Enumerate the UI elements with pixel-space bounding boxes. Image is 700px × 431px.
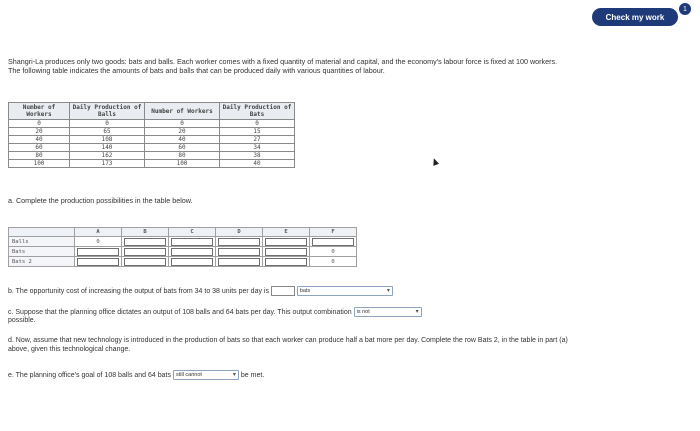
balls-f-cell[interactable] [310, 237, 357, 247]
col-header-bats: Daily Production of Bats [220, 103, 295, 120]
table-row [9, 120, 295, 128]
pp-col-c: C [169, 228, 216, 237]
row-label-balls: Balls [9, 237, 75, 247]
bats-a-cell[interactable] [75, 247, 122, 257]
row-label-bats2: Bats 2 [9, 257, 75, 267]
balls-f-input[interactable] [312, 238, 354, 246]
cell: 162 [70, 152, 145, 160]
bats2-b-cell[interactable] [122, 257, 169, 267]
opportunity-cost-unit-select[interactable] [297, 286, 393, 296]
bats-d-input[interactable] [218, 248, 260, 256]
pp-col-d: D [216, 228, 263, 237]
bats2-a-cell[interactable] [75, 257, 122, 267]
bats-a-input[interactable] [77, 248, 119, 256]
pp-row-balls [9, 237, 357, 247]
bats2-e-input[interactable] [265, 258, 307, 266]
mouse-cursor-icon [431, 157, 439, 166]
cell: 60 [145, 144, 220, 152]
part-c-question [8, 307, 588, 326]
cell: 173 [70, 160, 145, 168]
pp-col-f: F [310, 228, 357, 237]
cell: 65 [70, 128, 145, 136]
pp-header-row [9, 228, 357, 237]
production-data-table [8, 102, 295, 168]
bats2-c-cell[interactable] [169, 257, 216, 267]
bats2-c-input[interactable] [171, 258, 213, 266]
balls-b-cell[interactable] [122, 237, 169, 247]
cell: 100 [145, 160, 220, 168]
possible-select[interactable] [354, 307, 422, 317]
cell: 20 [145, 128, 220, 136]
cell: 40 [220, 160, 295, 168]
opportunity-cost-input[interactable] [271, 286, 295, 296]
pp-row-bats [9, 247, 357, 257]
chevron-down-icon: ▾ [415, 308, 419, 315]
part-d-question: d. Now, assume that new technology is introduced in the production of bats so that each worker can produce half a bat more per day. Complete the row Bats 2, in the table in part (a) above, given this technological change. [8, 337, 568, 353]
balls-d-cell[interactable] [216, 237, 263, 247]
balls-b-input[interactable] [124, 238, 166, 246]
part-e-question [8, 370, 264, 380]
cell: 108 [70, 136, 145, 144]
cell: 27 [220, 136, 295, 144]
bats-d-cell[interactable] [216, 247, 263, 257]
bats-b-input[interactable] [124, 248, 166, 256]
cell: 40 [145, 136, 220, 144]
notification-badge: 1 [679, 3, 691, 15]
part-b-text: b. The opportunity cost of increasing the output of bats from 34 to 38 units per day is [8, 287, 269, 295]
part-c-text: c. Suppose that the planning office dictates an output of 108 balls and 64 bats per day. This output combination [8, 308, 352, 316]
cell: 15 [220, 128, 295, 136]
chevron-down-icon: ▾ [386, 287, 390, 294]
cell: 0 [145, 120, 220, 128]
part-a-question: a. Complete the production possibilities in the table below. [8, 196, 193, 205]
cell: 80 [9, 152, 70, 160]
table-row [9, 136, 295, 144]
col-header-balls: Daily Production of Balls [70, 103, 145, 120]
row-label-bats: Bats [9, 247, 75, 257]
cell: 38 [220, 152, 295, 160]
bats2-a-input[interactable] [77, 258, 119, 266]
balls-c-cell[interactable] [169, 237, 216, 247]
col-header-workers-balls: Number of Workers [9, 103, 70, 120]
part-e-text: e. The planning office's goal of 108 balls and 64 bats [8, 371, 171, 379]
bats2-f-value: 0 [310, 257, 357, 267]
bats2-d-input[interactable] [218, 258, 260, 266]
bats2-d-cell[interactable] [216, 257, 263, 267]
cell: 100 [9, 160, 70, 168]
pp-col-a: A [75, 228, 122, 237]
col-header-workers-bats: Number of Workers [145, 103, 220, 120]
part-c-tail: possible. [8, 317, 36, 325]
bats-c-cell[interactable] [169, 247, 216, 257]
unit-select-value: bats [299, 287, 311, 294]
pp-col-e: E [263, 228, 310, 237]
cell: 140 [70, 144, 145, 152]
table-row [9, 152, 295, 160]
pp-col-b: B [122, 228, 169, 237]
problem-intro: Shangri-La produces only two goods: bats and balls. Each worker comes with a fixed quantity of material and capital, and the economy's labour force is fixed at 100 workers. The following table indicates the amounts of bats and balls that can be produced daily with various quantities of labour. [8, 57, 558, 75]
cell: 34 [220, 144, 295, 152]
balls-e-cell[interactable] [263, 237, 310, 247]
bats-b-cell[interactable] [122, 247, 169, 257]
balls-a-value: 0 [75, 237, 122, 247]
check-my-work-button[interactable]: Check my work [592, 8, 678, 26]
table-header-row [9, 103, 295, 120]
balls-e-input[interactable] [265, 238, 307, 246]
cell: 0 [70, 120, 145, 128]
table-row [9, 144, 295, 152]
chevron-down-icon: ▾ [232, 371, 236, 378]
cell: 40 [9, 136, 70, 144]
bats2-b-input[interactable] [124, 258, 166, 266]
table-row [9, 160, 295, 168]
cell: 0 [220, 120, 295, 128]
cell: 20 [9, 128, 70, 136]
goal-select-value: still cannot [175, 371, 202, 378]
cell: 0 [9, 120, 70, 128]
bats2-e-cell[interactable] [263, 257, 310, 267]
bats-c-input[interactable] [171, 248, 213, 256]
balls-d-input[interactable] [218, 238, 260, 246]
part-e-tail: be met. [240, 371, 265, 379]
production-possibilities-table [8, 227, 357, 267]
pp-corner [9, 228, 75, 237]
balls-c-input[interactable] [171, 238, 213, 246]
bats-f-value: 0 [310, 247, 357, 257]
goal-select[interactable] [173, 370, 239, 380]
pp-row-bats2 [9, 257, 357, 267]
part-b-question [8, 286, 393, 296]
possible-select-value: is not [356, 308, 370, 315]
bats-e-cell[interactable] [263, 247, 310, 257]
cell: 80 [145, 152, 220, 160]
bats-e-input[interactable] [265, 248, 307, 256]
cell: 60 [9, 144, 70, 152]
table-row [9, 128, 295, 136]
